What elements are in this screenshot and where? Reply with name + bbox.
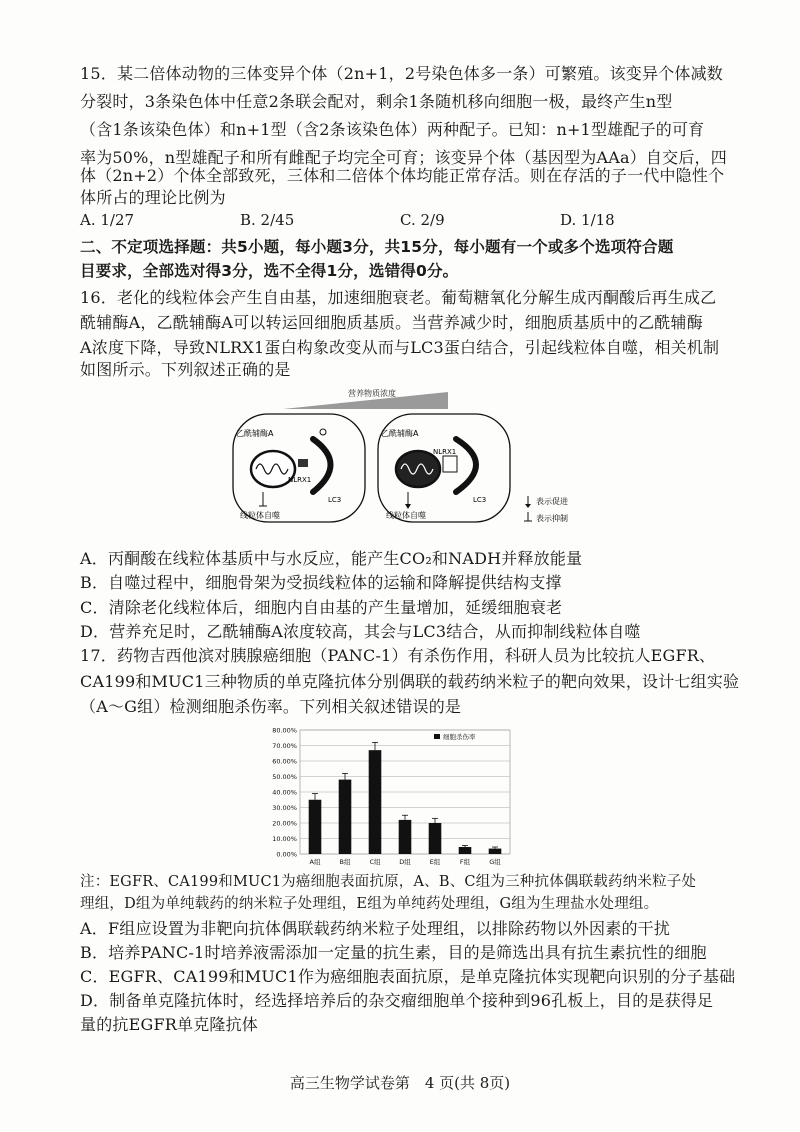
q16-option-a: A．丙酮酸在线粒体基质中与水反应，能产生CO₂和NADH并释放能量	[80, 549, 583, 568]
x-tick-label: E组	[429, 858, 441, 866]
q17-option-d-cont: 量的抗EGFR单克隆抗体	[80, 1015, 259, 1034]
q16-line-2: 酰辅酶A，乙酰辅酶A可以转运回细胞质基质。当营养减少时，细胞质基质中的乙酰辅酶	[80, 313, 703, 332]
left-acetyl-coa-label: 乙酰辅酶A	[236, 429, 274, 438]
q17-option-b: B．培养PANC-1时培养液需添加一定量的抗生素，目的是筛选出具有抗生素抗性的细胞	[80, 943, 707, 962]
bar	[399, 820, 412, 854]
legend-promote-label: 表示促进	[536, 497, 568, 506]
right-acetyl-coa-label: 乙酰辅酶A	[381, 429, 419, 438]
x-tick-label: G组	[489, 858, 501, 866]
q15-option-d: D. 1/18	[560, 211, 615, 229]
x-tick-label: B组	[339, 858, 351, 866]
cell-kill-rate-chart	[258, 722, 518, 870]
left-phagophore	[313, 439, 331, 492]
right-mitochondrion	[396, 451, 440, 487]
right-nlrx1-lc3-complex	[443, 456, 457, 472]
mitophagy-diagram	[228, 384, 598, 534]
right-arrow-head	[405, 504, 411, 509]
x-tick-label: F组	[459, 858, 471, 866]
q15-option-c: C. 2/9	[400, 211, 445, 229]
left-lc3-label: LC3	[328, 496, 342, 504]
right-nlrx1-label: NLRX1	[433, 448, 457, 456]
legend-label: 细胞杀伤率	[443, 733, 476, 741]
q17-line-2: CA199和MUC1三种物质的单克隆抗体分别偶联的载药纳米粒子的靶向效果，设计七组实验	[80, 672, 740, 691]
y-tick-label: 70.00%	[272, 742, 297, 750]
y-tick-label: 10.00%	[272, 835, 297, 843]
left-lc3-protein	[320, 429, 326, 435]
legend-swatch	[434, 734, 440, 739]
y-tick-label: 50.00%	[272, 773, 297, 781]
right-mitophagy-caption: 线粒体自噬	[386, 511, 426, 520]
left-nlrx1-protein	[298, 459, 308, 467]
bar	[459, 847, 472, 854]
q17-line-3: （A～G组）检测细胞杀伤率。下列相关叙述错误的是	[80, 697, 462, 716]
y-tick-label: 40.00%	[272, 788, 297, 797]
bar	[369, 750, 382, 854]
legend-inhibit-label: 表示抑制	[536, 514, 568, 523]
q17-note-1: 注：EGFR、CA199和MUC1为癌细胞表面抗原，A、B、C组为三种抗体偶联载药纳米粒子处	[80, 874, 697, 890]
q15-options	[80, 211, 730, 229]
q16-line-4: 如图所示。下列叙述正确的是	[80, 360, 291, 379]
y-tick-label: 0.00%	[276, 850, 297, 859]
nutrient-concentration-label: 营养物质浓度	[348, 389, 396, 398]
q15-option-b: B. 2/45	[240, 211, 295, 229]
q15-line-2: 分裂时，3条染色体中任意2条联会配对，剩余1条随机移向细胞一极，最终产生n型	[80, 92, 673, 111]
q17-note-2: 理组，D组为单纯载药的纳米粒子处理组，E组为单纯药处理组，G组为生理盐水处理组。	[80, 896, 659, 912]
bar	[489, 849, 502, 854]
q15-line-3: （含1条该染色体）和n+1型（含2条该染色体）两种配子。已知：n+1型雄配子的可育	[80, 120, 705, 139]
left-nlrx1-label: NLRX1	[288, 476, 312, 484]
legend-arrow-head	[525, 504, 531, 508]
q16-option-d: D．营养充足时，乙酰辅酶A浓度较高，其会与LC3结合，从而抑制线粒体自噬	[80, 622, 641, 641]
q15-line-1: 15．某二倍体动物的三体变异个体（2n+1，2号染色体多一条）可繁殖。该变异个体减数	[80, 64, 724, 83]
bar	[309, 800, 322, 854]
y-tick-label: 30.00%	[272, 804, 297, 812]
x-tick-label: D组	[399, 858, 411, 866]
y-tick-label: 20.00%	[272, 819, 297, 828]
q17-option-a: A．F组应设置为非靶向抗体偶联载药纳米粒子处理组，以排除药物以外因素的干扰	[80, 919, 671, 938]
x-tick-label: C组	[369, 858, 381, 866]
section2-heading-1: 二、不定项选择题：共5小题，每小题3分，共15分，每小题有一个或多个选项符合题	[80, 238, 674, 256]
right-phagophore	[456, 439, 476, 492]
q15-line-4: 率为50%，n型雄配子和所有雌配子均完全可育；该变异个体（基因型为AAa）自交后，四	[80, 148, 727, 167]
q16-line-1: 16．老化的线粒体会产生自由基，加速细胞衰老。葡萄糖氧化分解生成丙酮酸后再生成乙	[80, 288, 717, 307]
page-footer: 高三生物学试卷第 4 页(共 8页)	[289, 1074, 511, 1092]
bar	[339, 780, 352, 854]
q15-line-5: 体（2n+2）个体全部致死，三体和二倍体个体均能正常存活。则在存活的子一代中隐性个	[80, 166, 725, 185]
y-tick-label: 60.00%	[272, 757, 297, 766]
x-tick-label: A组	[309, 858, 321, 866]
q16-option-c: C．清除老化线粒体后，细胞内自由基的产生量增加，延缓细胞衰老	[80, 598, 563, 617]
left-mitophagy-caption: 线粒体自噬	[240, 511, 280, 520]
section2-heading-2: 目要求，全部选对得3分，选不全得1分，选错得0分。	[80, 262, 459, 280]
q16-line-3: A浓度下降，导致NLRX1蛋白构象改变从而与LC3蛋白结合，引起线粒体自噬，相关机制	[80, 338, 720, 357]
q17-option-c: C．EGFR、CA199和MUC1作为癌细胞表面抗原，是单克隆抗体实现靶向识别的分子基础	[80, 967, 736, 986]
q15-option-a: A. 1/27	[80, 211, 135, 229]
right-lc3-label: LC3	[473, 496, 487, 504]
q17-line-1: 17．药物吉西他滨对胰腺癌细胞（PANC-1）有杀伤作用，科研人员为比较抗人EGFR、	[80, 646, 716, 665]
bar	[429, 823, 442, 854]
y-tick-label: 80.00%	[272, 726, 297, 735]
q17-option-d: D．制备单克隆抗体时，经选择培养后的杂交瘤细胞单个接种到96孔板上，目的是获得足	[80, 991, 714, 1010]
q16-option-b: B．自噬过程中，细胞骨架为受损线粒体的运输和降解提供结构支撑	[80, 573, 562, 592]
q15-line-6: 体所占的理论比例为	[80, 188, 226, 207]
